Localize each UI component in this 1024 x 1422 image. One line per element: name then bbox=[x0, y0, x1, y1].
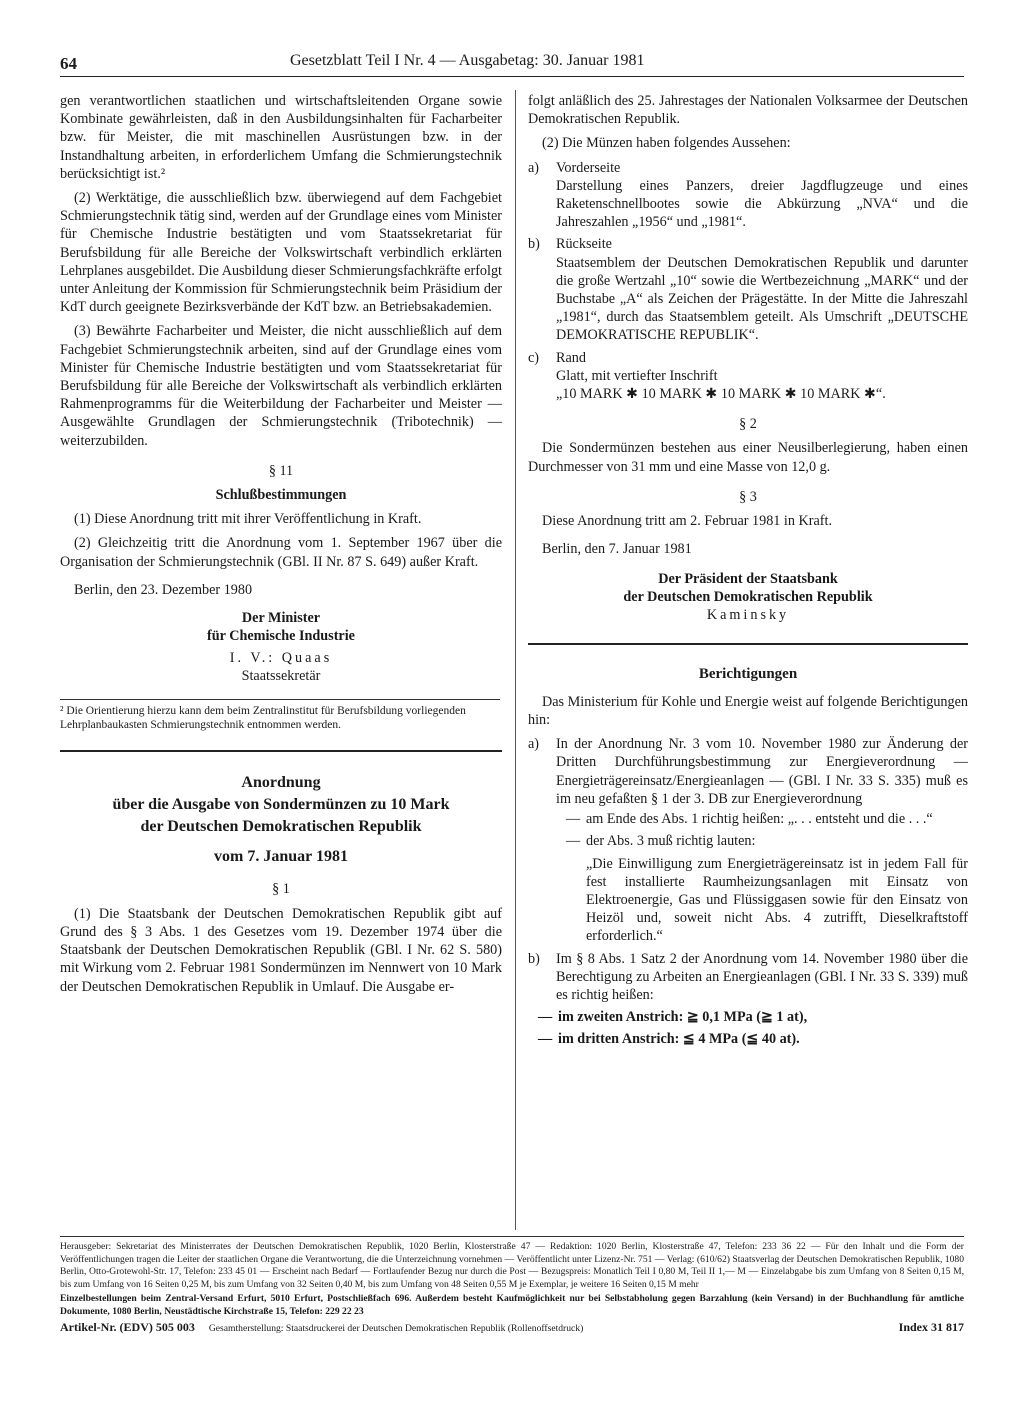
list-item bbox=[528, 159, 968, 232]
dash-marker: — bbox=[566, 833, 581, 850]
signature-name: Kaminsky bbox=[706, 607, 790, 624]
section-number: § 2 bbox=[739, 416, 757, 433]
list-text: In der Anordnung Nr. 3 vom 10. November 1980 zur Änderung der Dritten Durchführungsbestimmung zur Energieverordnung — Energieträgereinsatz/Energieanlagen — (GBl. I Nr. 33 S. 335) muß es im neu gefaßten § 1 der 3. DB zur Energieverordnung bbox=[556, 736, 968, 807]
dash-text: im dritten Anstrich: ≦ 4 MPa (≦ 40 at). bbox=[558, 1031, 800, 1048]
list-heading: Rand bbox=[556, 349, 586, 366]
dash-marker: — bbox=[538, 1031, 553, 1048]
decree-date: vom 7. Januar 1981 bbox=[214, 848, 348, 866]
list-heading: Vorderseite bbox=[556, 159, 621, 176]
dash-item bbox=[538, 1030, 968, 1048]
list-item bbox=[528, 349, 968, 404]
dash-item bbox=[566, 832, 968, 850]
footnote: ² Die Orientierung hierzu kann dem beim Zentralinstitut für Berufsbildung vorliegenden Lehrplanbaukasten Schmierungstechnik entnommen werden. bbox=[60, 699, 500, 732]
list-text: Glatt, mit vertiefter Inschrift bbox=[556, 367, 718, 384]
paragraph: (1) Die Staatsbank der Deutschen Demokratischen Republik gibt auf Grund des § 3 Abs. 1 des Gesetzes vom 19. Dezember 1974 über die Staatsbank der Deutschen Demokratischen Republik (GBl. I Nr. 62 S. 580) mit Wirkung vom 2. Februar 1981 Sondermünzen im Nennwert von 10 Mark der Deutschen Demokratischen Republik in Umlauf. Die Ausgabe er- bbox=[60, 905, 502, 995]
left-column bbox=[60, 92, 502, 1002]
list-item bbox=[528, 735, 968, 945]
edge-inscription: „10 MARK ✱ 10 MARK ✱ 10 MARK ✱ 10 MARK ✱“. bbox=[556, 386, 886, 403]
place-date: Berlin, den 7. Januar 1981 bbox=[542, 541, 692, 558]
signature-title: Der Minister bbox=[241, 610, 321, 627]
paragraph: Die Sondermünzen bestehen aus einer Neusilberlegierung, haben einen Durchmesser von 31 mm und eine Masse von 12,0 g. bbox=[528, 440, 968, 475]
footer-rule bbox=[60, 1236, 964, 1237]
page-number: 64 bbox=[60, 54, 77, 73]
printer-info: Gesamtherstellung: Staatsdruckerei der Deutschen Demokratischen Republik (Rollenoffsetdruck) bbox=[208, 1322, 584, 1334]
section-rule bbox=[528, 643, 968, 645]
decree-title: über die Ausgabe von Sondermünzen zu 10 Mark bbox=[112, 796, 450, 814]
paragraph: (2) Die Münzen haben folgendes Aussehen: bbox=[542, 135, 791, 152]
decree-title: der Deutschen Demokratischen Republik bbox=[140, 818, 422, 836]
list-label: c) bbox=[528, 349, 540, 366]
paragraph: gen verantwortlichen staatlichen und wirtschaftsleitenden Organe sowie Kombinate gewährleisten, daß in den Ausbildungsinhalten für Facharbeiter bzw. für Meister, die mit maschinellen Ausrüstungen bzw. in der Instandhaltung arbeiten, in erforderlichem Umfang die Schmierungstechnik berücksichtigt ist.² bbox=[60, 93, 502, 182]
section-title: Schlußbestimmungen bbox=[215, 487, 347, 504]
paragraph: folgt anläßlich des 25. Jahrestages der Nationalen Volksarmee der Deutschen Demokratischen Republik. bbox=[528, 93, 968, 128]
signature-title: Der Präsident der Staatsbank bbox=[658, 571, 838, 588]
index-number: Index 31 817 bbox=[898, 1319, 964, 1334]
dash-text: im zweiten Anstrich: ≧ 0,1 MPa (≧ 1 at), bbox=[558, 1009, 808, 1026]
right-column bbox=[528, 92, 968, 1053]
paragraph: Das Ministerium für Kohle und Energie weist auf folgende Berichtigungen hin: bbox=[528, 693, 968, 729]
corrections-title: Berichtigungen bbox=[698, 665, 798, 682]
list-label: b) bbox=[528, 950, 540, 967]
list-item bbox=[528, 235, 968, 344]
list-text: Darstellung eines Panzers, dreier Jagdflugzeuge und eines Raketenschnellbootes sowie die Abkürzung „NVA“ und die Jahreszahlen „1956“ und „1981“. bbox=[556, 177, 968, 231]
dash-item bbox=[566, 810, 968, 828]
dash-text: am Ende des Abs. 1 richtig heißen: „. . . entsteht und die . . .“ bbox=[586, 811, 933, 828]
section-number: § 3 bbox=[739, 488, 757, 505]
list-item bbox=[528, 950, 968, 1005]
header-rule bbox=[60, 76, 964, 77]
dash-marker: — bbox=[538, 1009, 553, 1026]
list-heading: Rückseite bbox=[556, 236, 612, 253]
dash-marker: — bbox=[566, 811, 581, 828]
order-info: Einzelbestellungen beim Zentral-Versand Erfurt, 5010 Erfurt, Postschließfach 696. Außerdem besteht Kaufmöglichkeit nur bei Selbstabholung gegen Barzahlung (kein Versand) in der Buchhandlung für amtliche Dokumente, 1080 Berlin, Neustädtische Kirchstraße 15, Telefon: 229 22 23 bbox=[60, 1293, 964, 1317]
footer-bottom bbox=[60, 1321, 964, 1336]
list-text: Im § 8 Abs. 1 Satz 2 der Anordnung vom 14. November 1980 über die Berechtigung zu Arbeiten an Energieanlagen (GBl. I Nr. 33 S. 339) muß es richtig heißen: bbox=[556, 950, 968, 1003]
list-label: a) bbox=[528, 736, 540, 753]
running-head: Gesetzblatt Teil I Nr. 4 — Ausgabetag: 30. Januar 1981 bbox=[290, 52, 645, 69]
section-number: § 1 bbox=[272, 881, 290, 898]
paragraph: (2) Gleichzeitig tritt die Anordnung vom 1. September 1967 über die Organisation der Schmierungstechnik (GBl. II Nr. 87 S. 649) außer Kraft. bbox=[60, 535, 502, 570]
paragraph: Diese Anordnung tritt am 2. Februar 1981 in Kraft. bbox=[542, 513, 832, 530]
place-date: Berlin, den 23. Dezember 1980 bbox=[74, 581, 253, 598]
signature-title: für Chemische Industrie bbox=[207, 628, 355, 645]
column-divider bbox=[515, 90, 516, 1230]
article-number: Artikel-Nr. (EDV) 505 003 bbox=[60, 1319, 195, 1334]
dash-text: der Abs. 3 muß richtig lauten: bbox=[586, 833, 756, 850]
list-text: Staatsemblem der Deutschen Demokratischen Republik und darunter die große Wertzahl „10“ sowie die Wertbezeichnung „MARK“ und der Buchstabe „A“ als Zeichen der Prägestätte. In der Mitte die Jahreszahl „1981“, durch das Staatsemblem geteilt. Als Umschrift „DEUTSCHE DEMOKRATISCHE REPUBLIK“. bbox=[556, 254, 968, 344]
list-label: b) bbox=[528, 236, 540, 253]
imprint-footer bbox=[60, 1236, 964, 1335]
paragraph: (2) Werktätige, die ausschließlich bzw. überwiegend auf dem Fachgebiet Schmierungstechnik tätig sind, werden auf der Grundlage eines vom Minister für Chemische Industrie bestätigten und vom Staatssekretariat für Berufsbildung für alle Bereiche der Volkswirtschaft verbindlich erklärten Lehrplanes ausgebildet. Die Ausbildung dieser Schmierungsfachkräfte erfolgt unter Anleitung der Kommission für Schmierungstechnik beim Präsidium der KdT durch geeignete Bezirksverbände der KdT bzw. an Betriebsakademien. bbox=[60, 190, 502, 316]
decree-title: Anordnung bbox=[241, 774, 321, 792]
paragraph: (3) Bewährte Facharbeiter und Meister, die nicht ausschließlich auf dem Fachgebiet Schmierungstechnik arbeiten, sind auf der Grundlage eines vom Minister für Chemische Industrie bestätigten und vom Staatssekretariat für Berufsbildung für alle Bereiche der Volkswirtschaft als verbindlich erklärten Rahmenprogramms für die Weiterbildung der Facharbeiter und Meister — Ausgewählte Grundlagen der Schmierungstechnik (Tribotechnik) — weiterzubilden. bbox=[60, 323, 502, 449]
quoted-text: „Die Einwilligung zum Energieträgereinsatz ist in jedem Fall für fest installierte Raumheizungsanlagen mit Einsatz von Elektroenergie, Gas und Flüssiggasen sowie für den Einsatz von Heizöl und, soweit nicht Abs. 4 zutrifft, Dieselkraftstoff erforderlich.“ bbox=[586, 855, 968, 945]
dash-item bbox=[538, 1008, 968, 1026]
signature-title: der Deutschen Demokratischen Republik bbox=[623, 589, 873, 606]
section-number: § 11 bbox=[268, 462, 294, 479]
signature-role: Staatssekretär bbox=[241, 668, 321, 685]
imprint-text: Herausgeber: Sekretariat des Ministerrates der Deutschen Demokratischen Republik, 1020 Berlin, Klosterstraße 47 — Redaktion: 1020 Berlin, Klosterstraße 47, Telefon: 233 36 22 — Für den Inhalt und die Form der Veröffentlichungen tragen die Leiter der staatlichen Organe die Verantwortung, die die Unterzeichnung vornehmen — Veröffentlicht unter Lizenz-Nr. 751 — Verlag: (610/62) Staatsverlag der Deutschen Demokratischen Republik, 1080 Berlin, Otto-Grotewohl-Str. 17, Telefon: 233 45 01 — Erscheint nach Bedarf — Fortlaufender Bezug nur durch die Post — Bezugspreis: Monatlich Teil I 0,80 M, Teil II 1,— M — Einzelabgabe bis zum Umfang von 8 Seiten 0,15 M, bis zum Umfang von 16 Seiten 0,25 M, bis zum Umfang von 32 Seiten 0,40 M, bis zum Umfang von 48 Seiten 0,55 M je Exemplar, je weitere 16 Seiten 0,15 M mehr bbox=[60, 1241, 964, 1290]
paragraph: (1) Diese Anordnung tritt mit ihrer Veröffentlichung in Kraft. bbox=[74, 511, 422, 528]
signature-name: I. V.: Quaas bbox=[229, 650, 333, 667]
list-label: a) bbox=[528, 159, 540, 176]
section-rule bbox=[60, 750, 502, 752]
